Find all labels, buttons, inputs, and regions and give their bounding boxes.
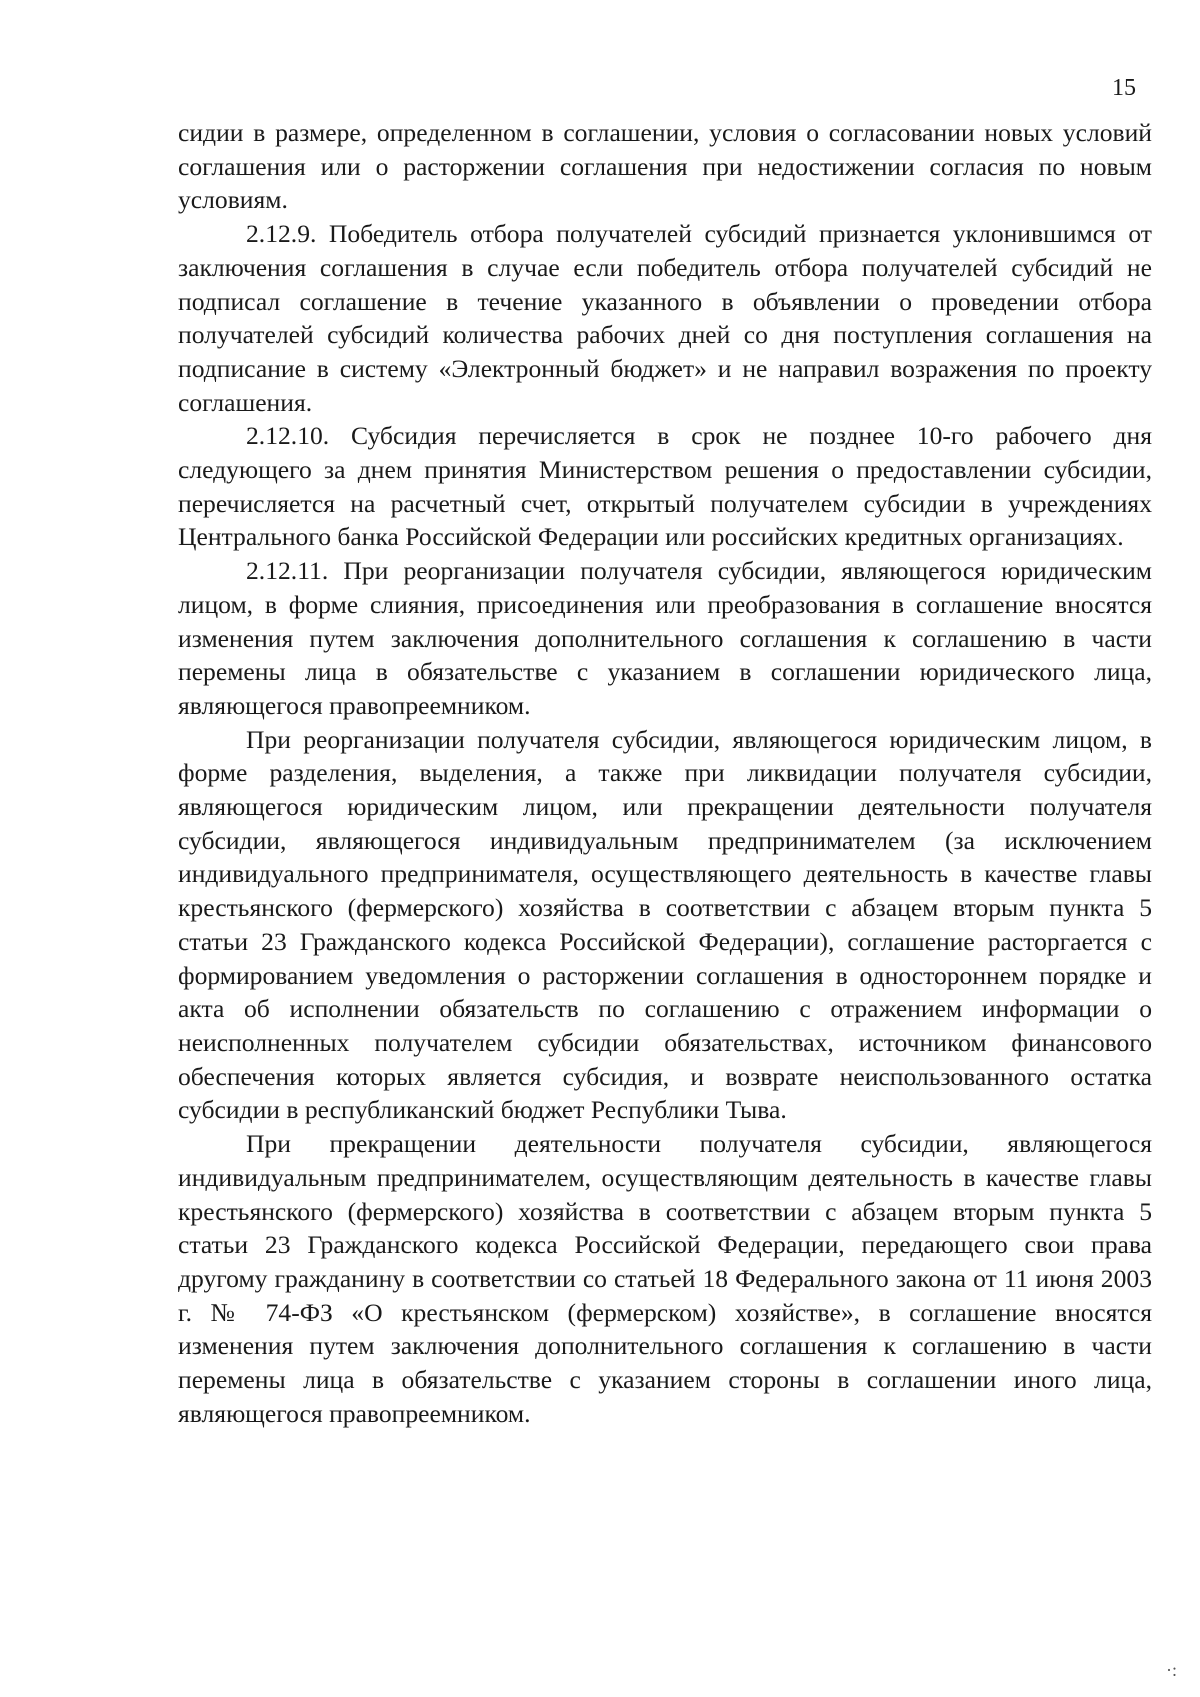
page-number: 15 [1112,75,1136,101]
paragraph-termination: При прекращении деятельности получателя субсидии, являющегося индивидуальным предпринимателем, осуществляющим деятельность в качестве главы крестьянского (фермерского) хозяйства в соответствии с абзацем вторым пункта 5 статьи 23 Гражданского кодекса Российской Федерации, передающего свои права другому гражданину в соответствии со статьей 18 Федерального закона от 11 июня 2003 г. № 74-ФЗ «О крестьянском (фермерском) хозяйстве», в соглашение вносятся изменения путем заключения дополнительного соглашения к соглашению в части перемены лица в обязательстве с указанием стороны в соглашении иного лица, являющегося правопреемником. [178,1129,1152,1428]
document-body [178,116,1152,1430]
paragraph-2-12-11: 2.12.11. При реорганизации получателя субсидии, являющегося юридическим лицом, в форме слияния, присоединения или преобразования в соглашение вносятся изменения путем заключения дополнительного соглашения к соглашению в части перемены лица в обязательстве с указанием в соглашении юридического лица, являющегося правопреемником. [178,556,1152,720]
paragraph-2-12-10: 2.12.10. Субсидия перечисляется в срок не позднее 10-го рабочего дня следующего за днем принятия Министерством решения о предоставлении субсидии, перечисляется на расчетный счет, открытый получателем субсидии в учреждениях Центрального банка Российской Федерации или российских кредитных организациях. [178,421,1152,552]
paragraph-continuation: сидии в размере, определенном в соглашении, условия о согласовании новых условий соглашения или о расторжении соглашения при недостижении согласия по новым условиям. [178,118,1152,215]
paragraph-reorganization: При реорганизации получателя субсидии, являющегося юридическим лицом, в форме разделения, выделения, а также при ликвидации получателя субсидии, являющегося юридическим лицом, или прекращении деятельности получателя субсидии, являющегося индивидуальным предпринимателем (за исключением индивидуального предпринимателя, осуществляющего деятельность в качестве главы крестьянского (фермерского) хозяйства в соответствии с абзацем вторым пункта 5 статьи 23 Гражданского кодекса Российской Федерации), соглашение расторгается с формированием уведомления о расторжении соглашения в одностороннем порядке и акта об исполнении обязательств по соглашению с отражением информации о неисполненных получателем субсидии обязательствах, источником финансового обеспечения которых является субсидия, и возврате неиспользованного остатка субсидии в республиканский бюджет Республики Тыва. [178,724,1152,1125]
scan-artifact-mark: ·: [1166,1660,1177,1680]
paragraph-2-12-9: 2.12.9. Победитель отбора получателей субсидий признается уклонившимся от заключения соглашения в случае если победитель отбора получателей субсидий не подписал соглашение в течение указанного в объявлении о проведении отбора получателей субсидий количества рабочих дней со дня поступления соглашения на подписание в систему «Электронный бюджет» и не направил возражения по проекту соглашения. [178,219,1152,417]
